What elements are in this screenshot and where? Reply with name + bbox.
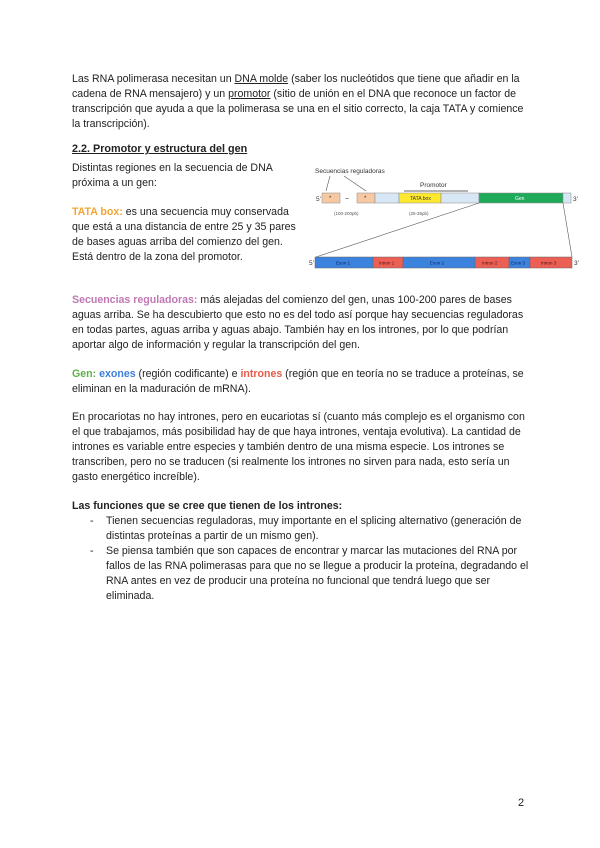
tata-box-label: TATA box: [410, 196, 431, 202]
label-gen: Gen:: [72, 368, 97, 380]
dna-segment: [563, 193, 571, 203]
functions-title: Las funciones que se cree que tienen de los intrones:: [72, 500, 343, 512]
text-fragment: (región codificante) e: [135, 368, 241, 380]
star-marker: *: [329, 196, 332, 202]
zoom-line: [563, 203, 572, 257]
exon-intron-strand: [315, 257, 572, 268]
dna-segment: [375, 193, 399, 203]
paragraph-intro: Distintas regiones en la secuencia de DNA próxima a un gen:: [72, 162, 273, 189]
bullet-dash: -: [90, 545, 94, 557]
list-item-text: Se piensa también que son capaces de encontrar y marcar las mutaciones del RNA por fallos de las RNA polimerasas para que no se llegue a producir la proteína, degradando el RNA antes en vez de producir una proteína no funcional que tendrá luego que ser eliminada.: [106, 545, 529, 602]
label-promoter: Promotor: [420, 182, 447, 189]
text-fragment: es una secuencia muy conservada que está a una distancia de entre 25 y 35 pares de bases aguas arriba del comienzo del gen. Está dentro de la zona del promotor.: [72, 206, 296, 263]
distance-regulatory: (100-200pb): [334, 211, 359, 216]
segment-label: Exon 2: [430, 260, 445, 266]
term-dna-molde: DNA molde: [234, 73, 289, 85]
section-title: 2.2. Promotor y estructura del gen: [72, 143, 248, 155]
star-marker: *: [364, 196, 367, 202]
pointer-line: [326, 176, 330, 191]
label-5-prime: 5': [309, 260, 314, 267]
label-regulatory: Secuencias reguladoras:: [72, 294, 198, 306]
label-3-prime: 3': [574, 260, 579, 267]
label-exones: exones: [99, 368, 136, 380]
paragraph-rna-polimerasa: [72, 72, 532, 132]
gene-structure-diagram: [308, 160, 580, 272]
list-item: [72, 544, 532, 604]
label-intrones: intrones: [240, 368, 283, 380]
text-fragment: (región que en teoría no se traduce a proteínas, se eliminan en la maduración de mRNA).: [72, 368, 524, 395]
paragraph-procariotas: En procariotas no hay intrones, pero en eucariotas sí (cuanto más complejo es el organismo con el que trabajamos, más posibilidad hay de que haya intrones, ventaja evolutiva). La cantidad de intrones es variable entre especies y también dentro de una misma especie. Los intrones se transcriben, pero no se traducen (si realmente los intrones no sirven para nada, esto sería un gasto energético increíble).: [72, 411, 525, 483]
list-item-text: Tienen secuencias reguladoras, muy importante en el splicing alternativo (generación de distintas proteínas a partir de un mismo gen).: [106, 515, 522, 542]
label-tata-box: TATA box:: [72, 206, 123, 218]
label-5-prime: 5': [316, 196, 321, 203]
distance-tata: (25-35pb): [409, 211, 429, 216]
paragraph-tata-box: [72, 205, 297, 265]
text-fragment: (sitio de unión en el DNA que reconoce un factor de transcripción que ayuda a que la polimerasa se una en el sitio correcto, la caja TATA y comience la transcripción).: [72, 88, 524, 130]
dna-segment: [441, 193, 479, 203]
bullet-dash: -: [90, 515, 94, 527]
tilde-marker: ~: [345, 196, 350, 203]
segment-label: Intron 2: [482, 260, 498, 266]
segment-label: Exon 1: [336, 260, 351, 266]
gene-label: Gen: [515, 196, 525, 202]
paragraph-regulatory: [72, 293, 532, 353]
paragraph-gen: [72, 367, 532, 397]
term-promotor: promotor: [228, 88, 271, 100]
text-fragment: Las RNA polimerasa necesitan un: [72, 73, 235, 85]
text-fragment: (saber los nucleótidos que tiene que añadir en la cadena de RNA mensajero) y un: [72, 73, 520, 100]
label-3-prime: 3': [573, 196, 578, 203]
page-number: 2: [518, 797, 525, 809]
text-fragment: más alejadas del comienzo del gen, unas 100-200 pares de bases aguas arriba. Se ha descubierto que esto no es del todo así porque hay secuencias reguladoras en todas partes, aguas arriba y aguas abajo. También hay en los intrones, por lo que podrían aportar algo de información y regular la transcripción del gen.: [72, 294, 524, 351]
segment-label: Intron 3: [541, 260, 557, 266]
pointer-line: [344, 176, 366, 191]
segment-label: Exon 3: [511, 260, 526, 266]
functions-list: [72, 514, 532, 604]
label-regulatory-sequences: Secuencias reguladoras: [315, 168, 385, 175]
segment-label: Intron 1: [379, 260, 395, 266]
list-item: [72, 514, 532, 544]
